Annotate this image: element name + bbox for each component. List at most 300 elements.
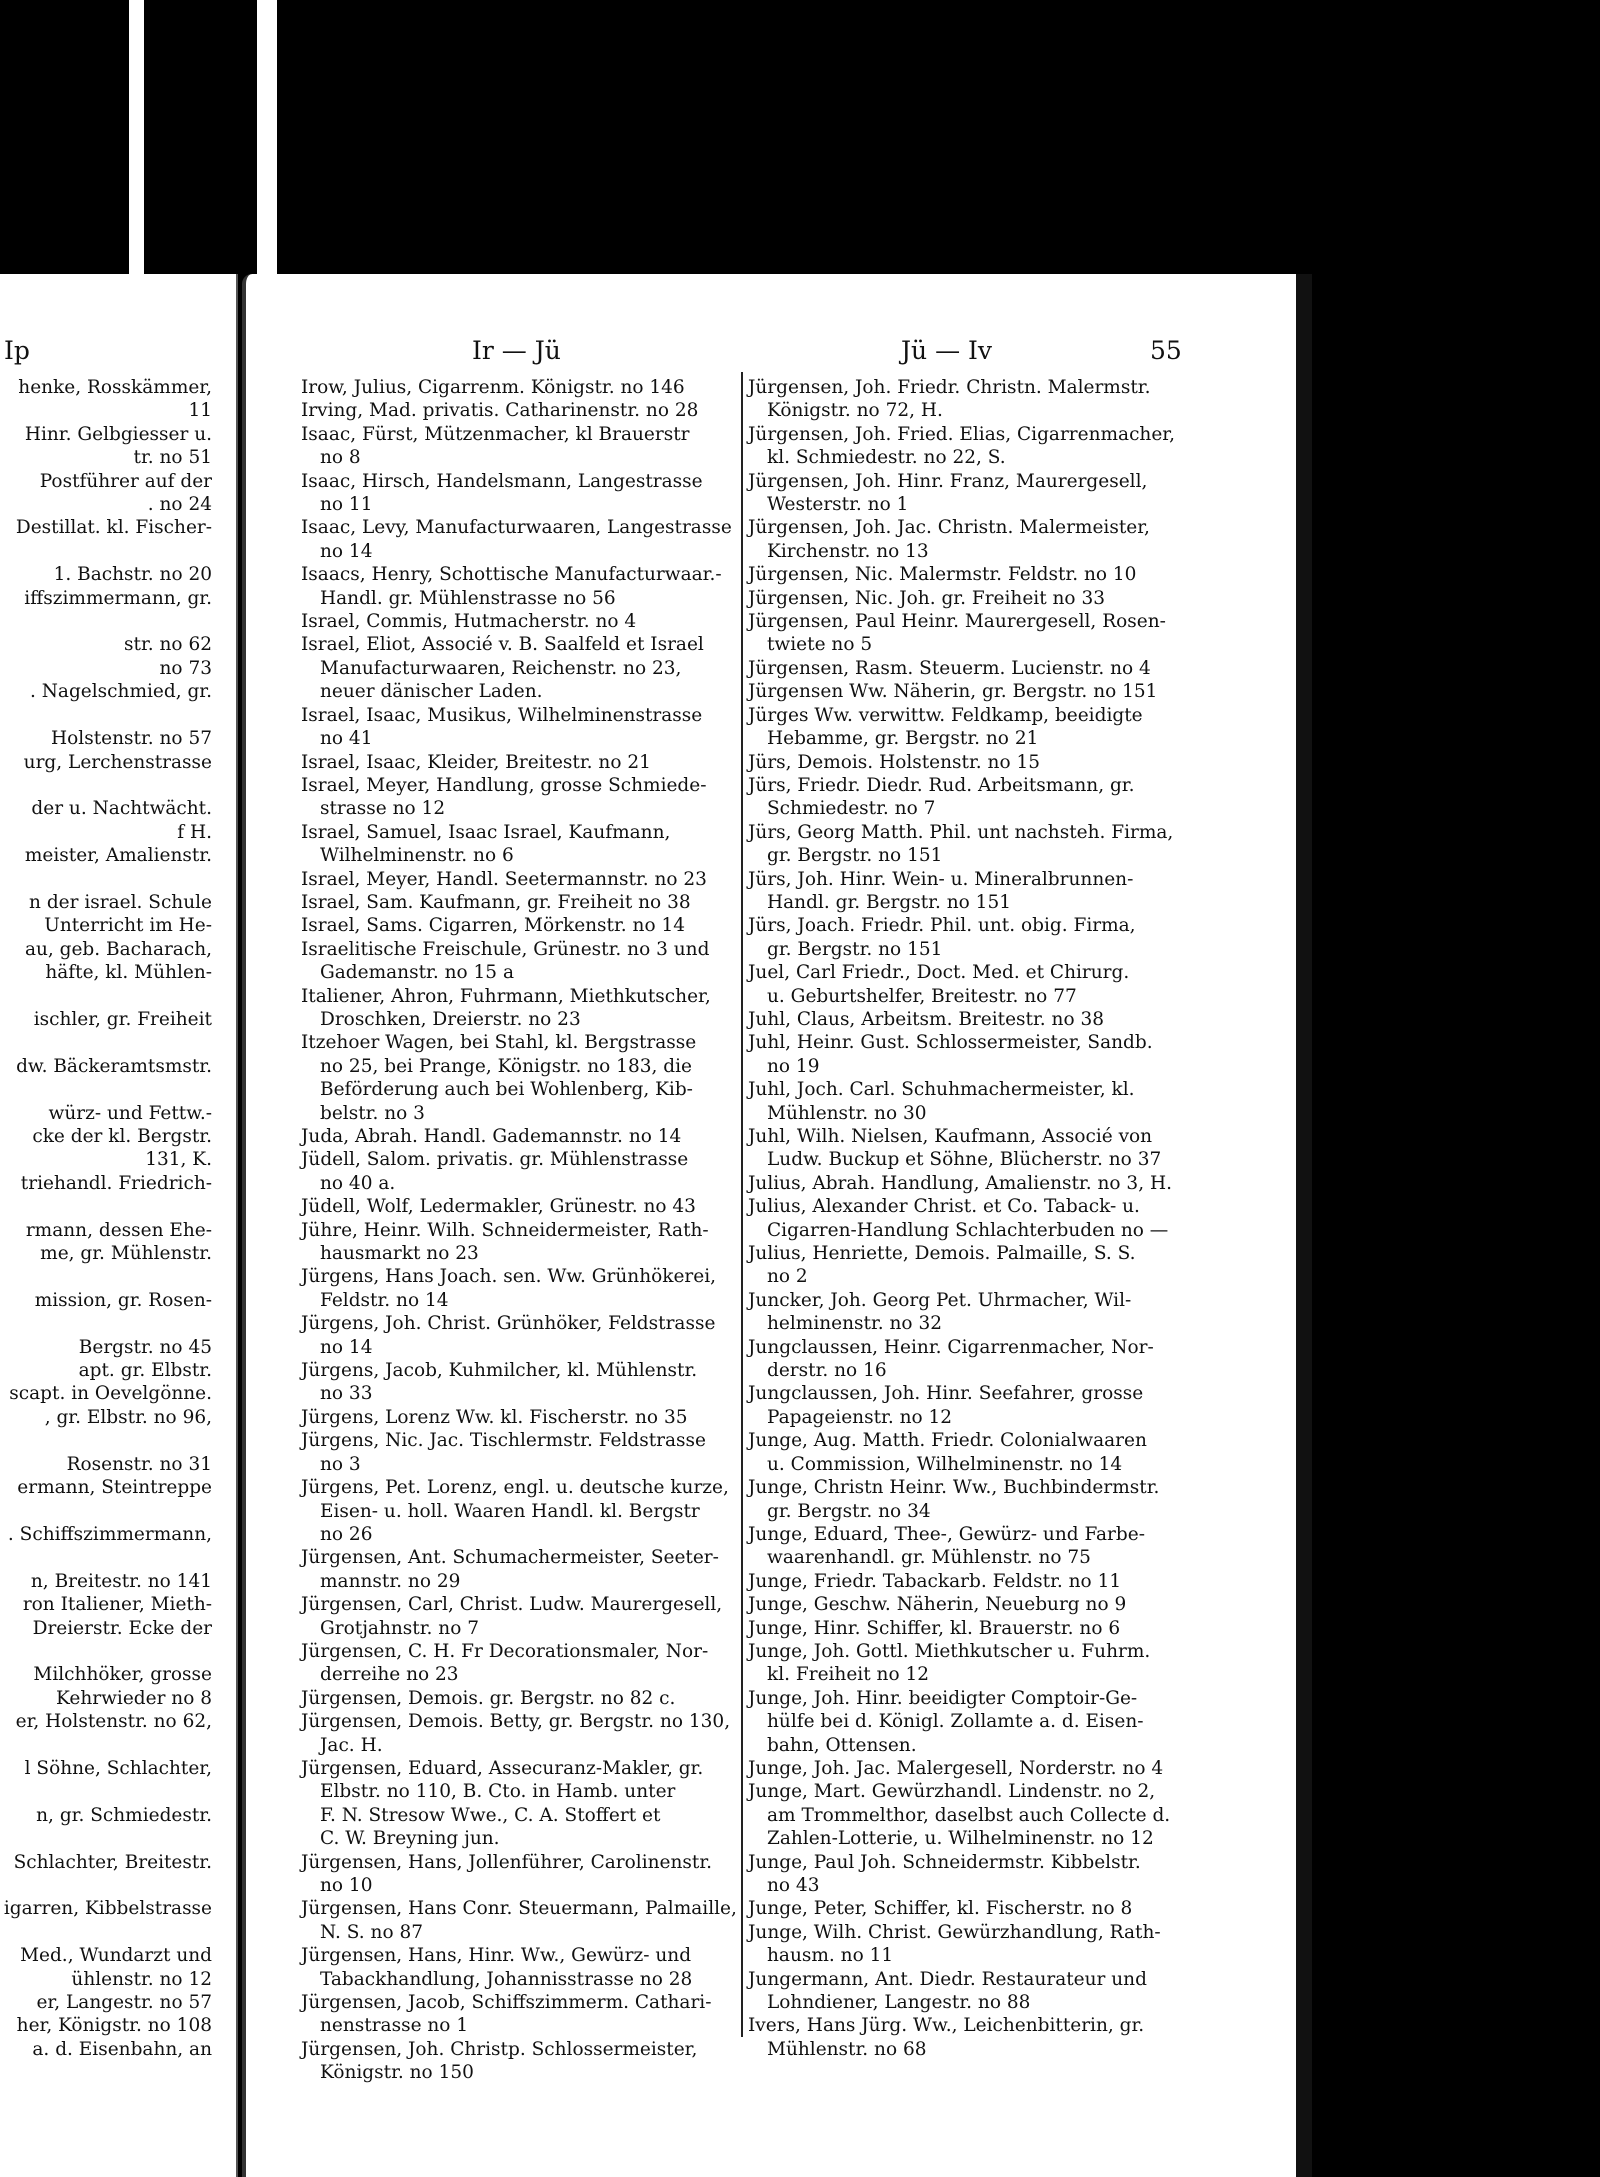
fragment-line: [0, 1640, 212, 1663]
fragment-line: der u. Nachtwächt.: [31, 798, 212, 820]
directory-entry: [748, 470, 1190, 517]
directory-entry: [301, 1476, 741, 1546]
entry-continuation: Droschken, Dreierstr. no 23: [320, 1008, 581, 1030]
fragment-line: Destillat. kl. Fischer-: [15, 517, 212, 539]
entry-line: Jürgensen, C. H. Fr Decorationsmaler, Nor-: [301, 1640, 709, 1662]
directory-entry: [748, 1078, 1190, 1125]
fragment-line: Milchhöker, grosse: [33, 1664, 212, 1686]
entry-continuation: no 19: [767, 1055, 820, 1077]
entry-continuation: Feldstr. no 14: [320, 1289, 449, 1311]
entry-continuation: N. S. no 87: [320, 1921, 424, 1943]
entry-continuation: Zahlen-Lotterie, u. Wilhelminenstr. no 12: [767, 1828, 1154, 1850]
left-page-text: [0, 376, 212, 2061]
entry-continuation: no 43: [767, 1875, 820, 1896]
fragment-line: iffszimmermann, gr.: [24, 587, 212, 609]
fragment-line: tr. no 51: [133, 447, 212, 469]
directory-entry: [301, 1429, 741, 1476]
fragment-line: n, Breitestr. no 141: [30, 1570, 212, 1592]
fragment-line: [0, 1874, 212, 1897]
fragment-line: ühlenstr. no 12: [71, 1968, 212, 1990]
directory-entry: [748, 1687, 1190, 1757]
entry-line: Juncker, Joh. Georg Pet. Uhrmacher, Wil-: [748, 1289, 1132, 1311]
directory-entry: [301, 633, 741, 703]
fragment-line: [0, 1429, 212, 1452]
entry-line: Julius, Abrah. Handlung, Amalienstr. no 3, H.: [748, 1172, 1172, 1194]
fragment-line: , gr. Elbstr. no 96,: [44, 1406, 212, 1428]
entry-line: Junge, Joh. Hinr. beeidigter Comptoir-Ge-: [748, 1687, 1138, 1709]
entry-line: Jürgensen, Joh. Fried. Elias, Cigarrenmacher,: [748, 423, 1175, 445]
right-column: [748, 376, 1190, 2061]
entry-continuation: nenstrasse no 1: [320, 2015, 469, 2037]
entry-continuation: Tabackhandlung, Johannisstrasse no 28: [320, 1968, 693, 1990]
entry-continuation: Mühlenstr. no 30: [767, 1102, 927, 1124]
directory-entry: [748, 1851, 1190, 1898]
entry-continuation: Mühlenstr. no 68: [767, 2038, 927, 2060]
entry-continuation: Westerstr. no 1: [767, 494, 909, 516]
entry-line: Isaac, Fürst, Mützenmacher, kl Brauerstr: [301, 423, 690, 445]
entry-line: Jürgensen, Ant. Schumachermeister, Seeter-: [301, 1547, 719, 1569]
previous-page-fragment: [0, 274, 238, 2177]
entry-continuation: gr. Bergstr. no 151: [767, 845, 943, 867]
directory-entry: [748, 1008, 1190, 1031]
fragment-line: . no 24: [147, 494, 212, 516]
fragment-line: Bergstr. no 45: [78, 1336, 212, 1358]
entry-line: Jürgensen, Nic. Malermstr. Feldstr. no 10: [748, 564, 1137, 586]
directory-entry: [301, 1125, 741, 1148]
entry-line: Israel, Sams. Cigarren, Mörkenstr. no 14: [301, 915, 686, 937]
entry-continuation: u. Geburtshelfer, Breitestr. no 77: [767, 985, 1077, 1007]
center-header: Ir — Jü: [472, 336, 561, 365]
entry-continuation: no 2: [767, 1266, 808, 1288]
entry-continuation: kl. Schmiedestr. no 22, S.: [767, 447, 1006, 469]
directory-entry: [748, 1640, 1190, 1687]
entry-continuation: belstr. no 3: [320, 1102, 425, 1124]
entry-continuation: Gademanstr. no 15 a: [320, 962, 514, 984]
fragment-line: me, gr. Mühlenstr.: [40, 1243, 212, 1265]
fragment-line: Kehrwieder no 8: [56, 1687, 212, 1709]
directory-entry: [301, 1991, 741, 2038]
directory-entry: [748, 704, 1190, 751]
entry-line: Jürgensen, Demois. gr. Bergstr. no 82 c.: [301, 1687, 676, 1709]
directory-entry: [301, 985, 741, 1032]
entry-line: Jürgens, Lorenz Ww. kl. Fischerstr. no 35: [301, 1406, 688, 1428]
binding-strip: [257, 0, 277, 276]
directory-entry: [748, 1523, 1190, 1570]
entry-continuation: hausm. no 11: [767, 1945, 894, 1967]
entry-line: Israel, Samuel, Isaac Israel, Kaufmann,: [301, 821, 671, 843]
directory-entry: [748, 1382, 1190, 1429]
entry-line: Jürs, Friedr. Diedr. Rud. Arbeitsmann, gr.: [748, 774, 1135, 796]
directory-entry: [748, 914, 1190, 961]
fragment-line: [0, 985, 212, 1008]
entry-line: Israelitische Freischule, Grünestr. no 3 und: [301, 938, 710, 960]
entry-line: Jürges Ww. verwittw. Feldkamp, beeidigte: [748, 704, 1143, 726]
entry-continuation: no 33: [320, 1383, 373, 1405]
directory-entry: [748, 1921, 1190, 1968]
fragment-line: 1. Bachstr. no 20: [53, 564, 212, 586]
entry-line: Jürgensen, Joh. Christp. Schlossermeister,: [301, 2038, 698, 2060]
entry-line: Junge, Mart. Gewürzhandl. Lindenstr. no 2,: [748, 1781, 1156, 1803]
directory-entry: [301, 470, 741, 517]
entry-line: Jungermann, Ant. Diedr. Restaurateur und: [748, 1968, 1147, 1990]
directory-entry: [748, 821, 1190, 868]
middle-column: [301, 376, 741, 2085]
entry-continuation: Handl. gr. Mühlenstrasse no 56: [320, 587, 616, 609]
directory-entry: [748, 516, 1190, 563]
entry-continuation: Manufacturwaaren, Reichenstr. no 23,: [320, 657, 682, 679]
fragment-line: n, gr. Schmiedestr.: [36, 1804, 212, 1826]
fragment-line: häfte, kl. Mühlen-: [45, 962, 212, 984]
directory-entry: [748, 1780, 1190, 1850]
fragment-line: str. no 62: [124, 634, 212, 656]
fragment-line: Postführer auf der: [39, 470, 212, 492]
directory-entry: [748, 774, 1190, 821]
fragment-line: [0, 1827, 212, 1850]
entry-continuation: no 11: [320, 494, 373, 516]
directory-entry: [301, 1710, 741, 1757]
entry-continuation: Hebamme, gr. Bergstr. no 21: [767, 728, 1039, 750]
directory-entry: [301, 376, 741, 399]
directory-entry: [301, 1897, 741, 1944]
fragment-line: er, Langestr. no 57: [36, 1992, 212, 2014]
entry-continuation: no 14: [320, 540, 373, 562]
entry-continuation: C. W. Breyning jun.: [320, 1828, 500, 1850]
fragment-line: 11: [188, 400, 212, 422]
fragment-line: [0, 540, 212, 563]
directory-entry: [748, 376, 1190, 423]
entry-continuation: no 8: [320, 447, 361, 469]
entry-line: Itzehoer Wagen, bei Stahl, kl. Bergstrasse: [301, 1032, 697, 1054]
directory-entry: [301, 516, 741, 563]
directory-entry: [301, 1406, 741, 1429]
directory-entry: [301, 821, 741, 868]
directory-entry: [301, 1312, 741, 1359]
directory-entry: [301, 423, 741, 470]
directory-entry: [748, 1172, 1190, 1195]
directory-entry: [301, 2038, 741, 2085]
entry-continuation: strasse no 12: [320, 798, 446, 820]
directory-entry: [748, 751, 1190, 774]
fragment-line: henke, Rosskämmer,: [18, 377, 212, 398]
fragment-line: n der israel. Schule: [29, 891, 212, 913]
fragment-line: [0, 1265, 212, 1288]
directory-entry: [301, 891, 741, 914]
entry-line: Jürgensen, Carl, Christ. Ludw. Maurergesell,: [301, 1594, 723, 1616]
directory-entry: [301, 1546, 741, 1593]
entry-line: Jüdell, Wolf, Ledermakler, Grünestr. no 43: [301, 1196, 696, 1218]
entry-continuation: kl. Freiheit no 12: [767, 1664, 930, 1686]
entry-continuation: Eisen- u. holl. Waaren Handl. kl. Bergstr: [320, 1500, 700, 1522]
entry-line: Jungclaussen, Joh. Hinr. Seefahrer, grosse: [748, 1383, 1144, 1405]
entry-line: Jürgensen Ww. Näherin, gr. Bergstr. no 151: [748, 681, 1158, 703]
fragment-line: [0, 1734, 212, 1757]
directory-entry: [301, 563, 741, 610]
fragment-line: apt. gr. Elbstr.: [78, 1360, 212, 1382]
fragment-line: [0, 1195, 212, 1218]
entry-line: Jürgensen, Rasm. Steuerm. Lucienstr. no 4: [748, 657, 1151, 679]
fragment-line: [0, 704, 212, 727]
entry-line: Juhl, Claus, Arbeitsm. Breitestr. no 38: [748, 1008, 1104, 1030]
fragment-line: meister, Amalienstr.: [24, 845, 212, 867]
fragment-line: Dreierstr. Ecke der: [32, 1617, 212, 1639]
entry-line: Junge, Geschw. Näherin, Neueburg no 9: [748, 1594, 1127, 1616]
directory-entry: [301, 938, 741, 985]
page-number: 55: [1150, 336, 1182, 365]
entry-line: Israel, Meyer, Handl. Seetermannstr. no 23: [301, 868, 707, 890]
entry-continuation: no 40 a.: [320, 1172, 396, 1194]
directory-entry: [748, 1289, 1190, 1336]
entry-continuation: Handl. gr. Bergstr. no 151: [767, 891, 1011, 913]
entry-line: Jürgensen, Joh. Jac. Christn. Malermeister,: [748, 517, 1150, 539]
entry-continuation: no 41: [320, 728, 373, 750]
directory-entry: [748, 680, 1190, 703]
entry-line: Isaac, Hirsch, Handelsmann, Langestrasse: [301, 470, 703, 492]
entry-line: Jungclaussen, Heinr. Cigarrenmacher, Nor-: [748, 1336, 1154, 1358]
fragment-line: Rosenstr. no 31: [66, 1453, 212, 1475]
directory-entry: [301, 1640, 741, 1687]
directory-entry: [748, 1897, 1190, 1920]
entry-line: Jürs, Joach. Friedr. Phil. unt. obig. Firma,: [748, 915, 1136, 937]
directory-entry: [748, 563, 1190, 586]
entry-line: Jürgensen, Joh. Hinr. Franz, Maurergesell,: [748, 470, 1148, 492]
directory-entry: [748, 1125, 1190, 1172]
entry-continuation: Lohndiener, Langestr. no 88: [767, 1992, 1031, 2014]
directory-entry: [748, 610, 1190, 657]
entry-line: Israel, Isaac, Kleider, Breitestr. no 21: [301, 751, 651, 773]
entry-continuation: gr. Bergstr. no 34: [767, 1500, 931, 1522]
directory-entry: [748, 1570, 1190, 1593]
directory-entry: [748, 1031, 1190, 1078]
entry-continuation: no 14: [320, 1336, 373, 1358]
entry-continuation: Elbstr. no 110, B. Cto. in Hamb. unter: [320, 1781, 676, 1803]
entry-line: Irving, Mad. privatis. Catharinenstr. no 28: [301, 400, 699, 422]
entry-line: Irow, Julius, Cigarrenm. Königstr. no 146: [301, 377, 685, 398]
directory-entry: [301, 1757, 741, 1851]
fragment-line: scapt. in Oevelgönne.: [9, 1383, 212, 1405]
fragment-line: Holstenstr. no 57: [51, 728, 212, 750]
entry-line: Junge, Aug. Matth. Friedr. Colonialwaaren: [748, 1430, 1147, 1452]
fragment-line: Med., Wundarzt und: [20, 1945, 212, 1967]
fragment-line: Schlachter, Breitestr.: [13, 1851, 212, 1873]
entry-line: Juda, Abrah. Handl. Gademannstr. no 14: [301, 1126, 682, 1147]
entry-continuation: twiete no 5: [767, 634, 873, 656]
entry-line: Junge, Wilh. Christ. Gewürzhandlung, Rath-: [748, 1921, 1161, 1943]
entry-line: Jürgensen, Paul Heinr. Maurergesell, Rosen-: [748, 611, 1166, 633]
entry-continuation: Papageienstr. no 12: [767, 1406, 953, 1428]
entry-line: Julius, Alexander Christ. et Co. Taback- u.: [748, 1196, 1140, 1218]
fragment-line: [0, 868, 212, 891]
directory-entry: [301, 704, 741, 751]
entry-continuation: Königstr. no 150: [320, 2062, 474, 2084]
directory-entry: [301, 1944, 741, 1991]
fragment-line: urg, Lerchenstrasse: [23, 751, 212, 773]
entry-continuation: gr. Bergstr. no 151: [767, 938, 943, 960]
entry-line: Juhl, Wilh. Nielsen, Kaufmann, Associé von: [748, 1126, 1153, 1147]
entry-line: Jürgensen, Hans, Jollenführer, Carolinenstr.: [301, 1851, 713, 1873]
entry-line: Juhl, Joch. Carl. Schuhmachermeister, kl.: [748, 1079, 1135, 1101]
fragment-line: ischler, gr. Freiheit: [33, 1008, 212, 1030]
entry-line: Jürgensen, Hans, Hinr. Ww., Gewürz- und: [301, 1945, 692, 1967]
fragment-line: [0, 1078, 212, 1101]
entry-continuation: no 10: [320, 1875, 373, 1896]
entry-continuation: Königstr. no 72, H.: [767, 400, 943, 422]
entry-line: Junge, Paul Joh. Schneidermstr. Kibbelstr.: [748, 1851, 1141, 1873]
entry-continuation: Grotjahnstr. no 7: [320, 1617, 479, 1639]
entry-line: Jürgensen, Eduard, Assecuranz-Makler, gr.: [301, 1757, 704, 1779]
entry-line: Jühre, Heinr. Wilh. Schneidermeister, Rath-: [301, 1219, 709, 1241]
fragment-line: [0, 1780, 212, 1803]
entry-continuation: no 3: [320, 1453, 361, 1475]
fragment-line: rmann, dessen Ehe-: [25, 1219, 212, 1241]
fragment-line: a. d. Eisenbahn, an: [32, 2038, 212, 2060]
directory-entry: [748, 1968, 1190, 2015]
entry-continuation: derreihe no 23: [320, 1664, 459, 1686]
directory-entry: [748, 1593, 1190, 1616]
fragment-line: triehandl. Friedrich-: [20, 1172, 212, 1194]
directory-entry: [301, 1148, 741, 1195]
entry-line: Junge, Eduard, Thee-, Gewürz- und Farbe-: [748, 1523, 1145, 1545]
entry-continuation: am Trommelthor, daselbst auch Collecte d.: [767, 1804, 1171, 1826]
fragment-line: f H.: [177, 821, 212, 843]
directory-entry: [301, 774, 741, 821]
left-page-header: Ip: [4, 336, 30, 365]
entry-continuation: hausmarkt no 23: [320, 1243, 479, 1265]
binding-strip: [129, 0, 144, 276]
directory-entry: [301, 610, 741, 633]
entry-continuation: no 25, bei Prange, Königstr. no 183, die: [320, 1055, 692, 1077]
directory-entry: [748, 1617, 1190, 1640]
directory-entry: [301, 1195, 741, 1218]
entry-line: Jürgens, Jacob, Kuhmilcher, kl. Mühlenstr.: [301, 1360, 698, 1382]
entry-line: Jürgens, Hans Joach. sen. Ww. Grünhökerei,: [301, 1266, 716, 1288]
entry-continuation: Kirchenstr. no 13: [767, 540, 929, 562]
fragment-line: [0, 610, 212, 633]
fragment-line: [0, 1312, 212, 1335]
entry-line: Jürgens, Pet. Lorenz, engl. u. deutsche kurze,: [301, 1477, 729, 1499]
entry-continuation: Beförderung auch bei Wohlenberg, Kib-: [320, 1079, 693, 1101]
fragment-line: no 73: [159, 657, 212, 679]
directory-entry: [748, 961, 1190, 1008]
entry-line: Juhl, Heinr. Gust. Schlossermeister, Sandb.: [748, 1032, 1153, 1054]
directory-entry: [748, 587, 1190, 610]
entry-continuation: no 26: [320, 1523, 373, 1545]
entry-continuation: Wilhelminenstr. no 6: [320, 845, 514, 867]
fragment-line: Hinr. Gelbgiesser u.: [24, 423, 212, 445]
fragment-line: würz- und Fettw.-: [48, 1102, 212, 1124]
fragment-line: er, Holstenstr. no 62,: [15, 1711, 212, 1733]
entry-line: Jürgensen, Demois. Betty, gr. Bergstr. no 130,: [301, 1711, 731, 1733]
directory-entry: [748, 868, 1190, 915]
entry-continuation: neuer dänischer Laden.: [320, 681, 543, 703]
fragment-line: ermann, Steintreppe: [17, 1477, 212, 1499]
directory-entry: [301, 1687, 741, 1710]
entry-line: Jürgens, Joh. Christ. Grünhöker, Feldstrasse: [301, 1313, 716, 1335]
directory-entry: [748, 1757, 1190, 1780]
fragment-line: [0, 1921, 212, 1944]
entry-line: Jürgensen, Jacob, Schiffszimmerm. Cathari-: [301, 1992, 712, 2014]
fragment-line: igarren, Kibbelstrasse: [3, 1898, 212, 1920]
entry-continuation: waarenhandl. gr. Mühlenstr. no 75: [767, 1547, 1091, 1569]
entry-line: Junge, Peter, Schiffer, kl. Fischerstr. no 8: [748, 1898, 1133, 1920]
directory-entry: [748, 1336, 1190, 1383]
fragment-line: [0, 1031, 212, 1054]
directory-entry: [301, 1031, 741, 1125]
entry-line: Juel, Carl Friedr., Doct. Med. et Chirurg.: [748, 962, 1130, 984]
entry-continuation: Ludw. Buckup et Söhne, Blücherstr. no 37: [767, 1149, 1162, 1171]
entry-continuation: Schmiedestr. no 7: [767, 798, 936, 820]
fragment-line: dw. Bäckeramtsmstr.: [16, 1055, 212, 1077]
directory-entry: [301, 868, 741, 891]
directory-entry: [748, 1476, 1190, 1523]
fragment-line: [0, 1500, 212, 1523]
entry-line: Jüdell, Salom. privatis. gr. Mühlenstrasse: [301, 1149, 689, 1171]
entry-line: Junge, Friedr. Tabackarb. Feldstr. no 11: [748, 1570, 1122, 1592]
fragment-line: Unterricht im He-: [44, 915, 212, 937]
fragment-line: cke der kl. Bergstr.: [32, 1126, 212, 1147]
directory-page: [242, 274, 1304, 2177]
entry-line: Israel, Commis, Hutmacherstr. no 4: [301, 611, 637, 633]
entry-line: Israel, Eliot, Associé v. B. Saalfeld et Israel: [301, 634, 704, 656]
directory-entry: [748, 657, 1190, 680]
entry-line: Jürgens, Nic. Jac. Tischlermstr. Feldstrasse: [301, 1430, 706, 1452]
entry-continuation: helminenstr. no 32: [767, 1313, 942, 1335]
entry-line: Isaac, Levy, Manufacturwaaren, Langestrasse: [301, 517, 732, 539]
entry-continuation: bahn, Ottensen.: [767, 1734, 917, 1756]
entry-line: Junge, Christn Heinr. Ww., Buchbindermstr.: [748, 1477, 1160, 1499]
entry-line: Jürgensen, Hans Conr. Steuermann, Palmaille,: [301, 1898, 737, 1920]
entry-line: Jürs, Georg Matth. Phil. unt nachsteh. Firma,: [748, 821, 1174, 843]
entry-continuation: mannstr. no 29: [320, 1570, 461, 1592]
directory-entry: [301, 1851, 741, 1898]
directory-entry: [301, 1359, 741, 1406]
entry-continuation: derstr. no 16: [767, 1360, 887, 1382]
entry-continuation: Jac. H.: [320, 1734, 383, 1756]
entry-line: Jürs, Demois. Holstenstr. no 15: [748, 751, 1041, 773]
entry-line: Julius, Henriette, Demois. Palmaille, S. S.: [748, 1243, 1136, 1265]
fragment-line: [0, 1546, 212, 1569]
entry-continuation: Cigarren-Handlung Schlachterbuden no —: [767, 1219, 1169, 1241]
directory-entry: [748, 1429, 1190, 1476]
fragment-line: mission, gr. Rosen-: [34, 1289, 212, 1311]
page-edge: [1296, 274, 1312, 2177]
fragment-line: 131, K.: [145, 1149, 212, 1171]
entry-continuation: hülfe bei d. Königl. Zollamte a. d. Eisen-: [767, 1711, 1144, 1733]
entry-line: Jürgensen, Nic. Joh. gr. Freiheit no 33: [748, 587, 1105, 609]
entry-line: Israel, Sam. Kaufmann, gr. Freiheit no 38: [301, 891, 691, 913]
fragment-line: l Söhne, Schlachter,: [24, 1757, 212, 1779]
entry-line: Israel, Meyer, Handlung, grosse Schmiede-: [301, 774, 707, 796]
fragment-line: her, Königstr. no 108: [16, 2015, 212, 2037]
entry-line: Junge, Joh. Jac. Malergesell, Norderstr. no 4: [748, 1757, 1164, 1779]
directory-entry: [301, 751, 741, 774]
directory-entry: [301, 1593, 741, 1640]
fragment-line: ron Italiener, Mieth-: [22, 1594, 212, 1616]
entry-line: Ivers, Hans Jürg. Ww., Leichenbitterin, gr.: [748, 2015, 1145, 2037]
fragment-line: . Schiffszimmermann,: [7, 1523, 212, 1545]
directory-entry: [748, 2014, 1190, 2061]
right-header: Jü — Iv: [901, 336, 993, 365]
entry-line: Italiener, Ahron, Fuhrmann, Miethkutscher,: [301, 985, 711, 1007]
fragment-line: au, geb. Bacharach,: [24, 938, 212, 960]
column-divider: [741, 372, 743, 2037]
directory-entry: [301, 1219, 741, 1266]
entry-continuation: F. N. Stresow Wwe., C. A. Stoffert et: [320, 1804, 661, 1826]
fragment-line: [0, 774, 212, 797]
directory-entry: [748, 423, 1190, 470]
entry-line: Jürs, Joh. Hinr. Wein- u. Mineralbrunnen-: [748, 868, 1134, 890]
directory-entry: [301, 914, 741, 937]
entry-line: Jürgensen, Joh. Friedr. Christn. Malermstr.: [748, 377, 1151, 398]
